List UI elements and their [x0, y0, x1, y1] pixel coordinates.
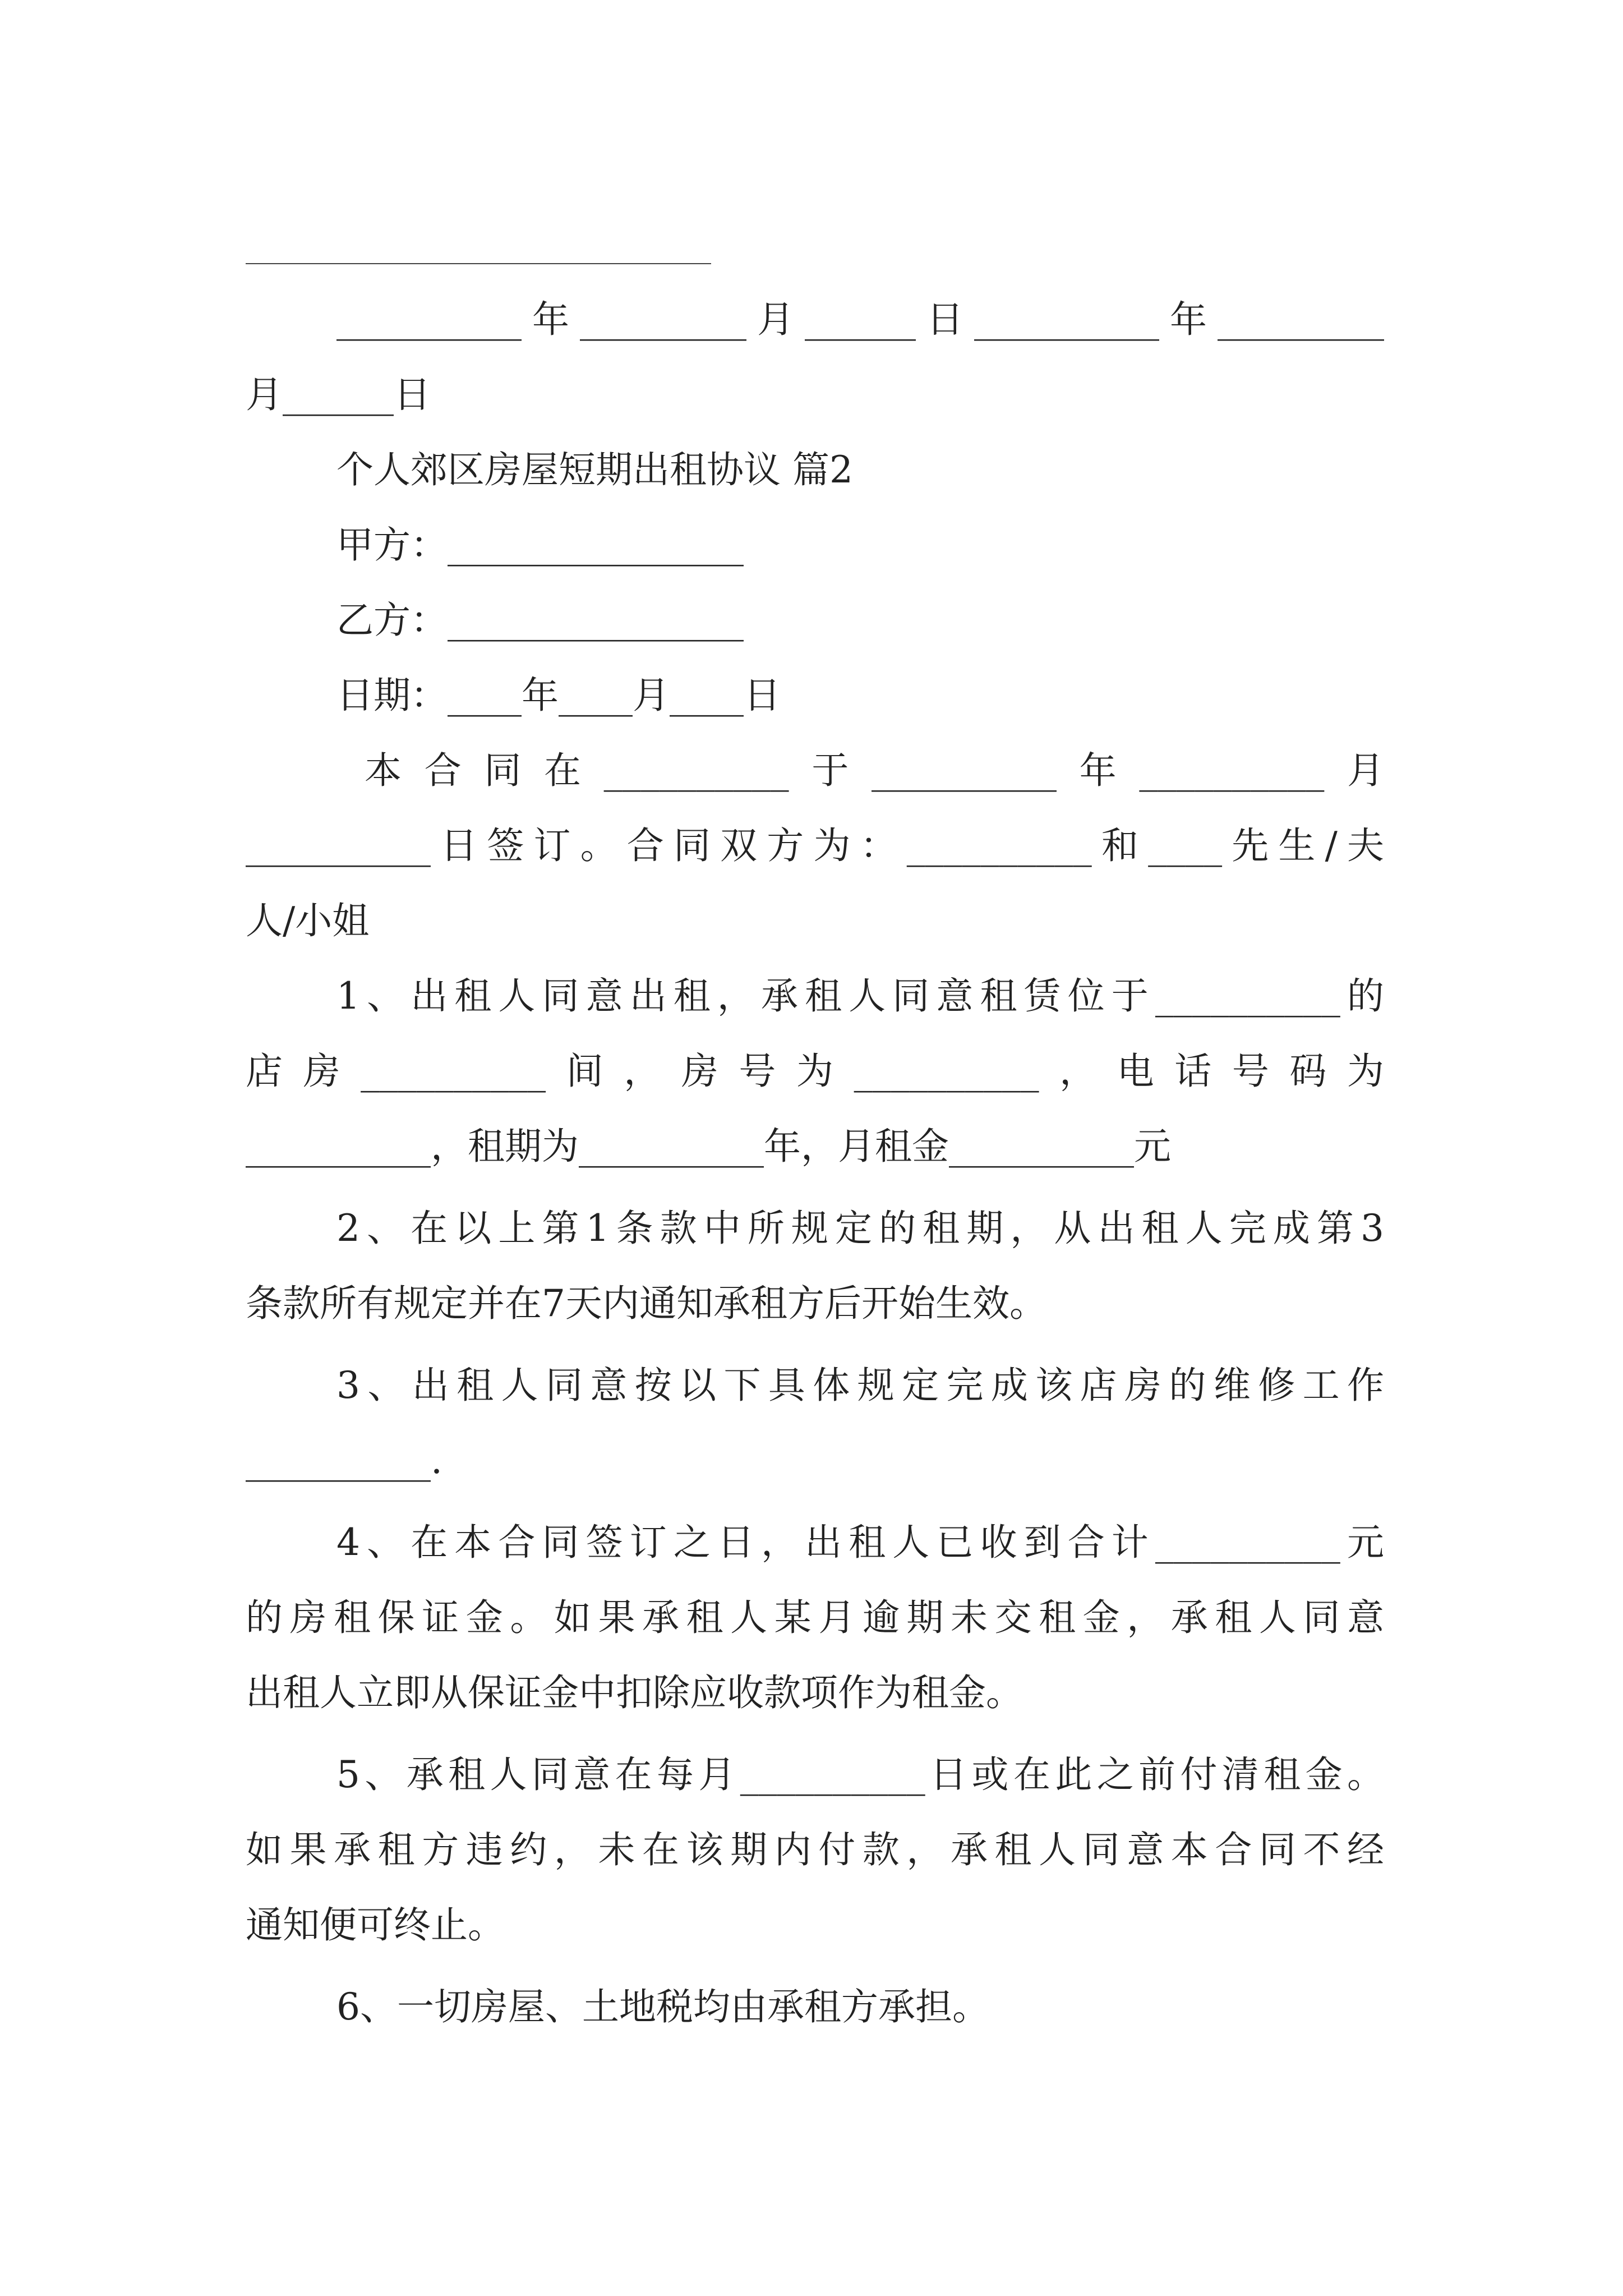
- clause-5-line-2: 如果承租方违约，未在该期内付款，承租人同意本合同不经: [246, 1828, 1384, 1871]
- clause-5-line-1: 5、承租人同意在每月__________日或在此之前付清租金。: [336, 1753, 1384, 1796]
- intro-line-2: __________日签订。合同双方为：__________和____先生/夫: [246, 824, 1384, 867]
- intro-line-1: 本合同在__________于__________年__________月: [365, 749, 1384, 792]
- clause-4-line-1: 4、在本合同签订之日，出租人已收到合计__________元: [336, 1521, 1384, 1564]
- date-field: 日期：____年____月____日: [336, 674, 781, 717]
- party-b-field: 乙方：________________: [336, 599, 744, 642]
- clause-4-line-2: 的房租保证金。如果承租人某月逾期未交租金，承租人同意: [246, 1596, 1384, 1639]
- clause-3-line-1: 3、出租人同意按以下具体规定完成该店房的维修工作: [336, 1364, 1384, 1407]
- document-title: 个人郊区房屋短期出租协议 篇2: [336, 448, 853, 491]
- clause-1-line-3: __________，租期为__________年，月租金__________元: [246, 1125, 1171, 1168]
- clause-5-line-3: 通知便可终止。: [246, 1903, 505, 1947]
- party-a-field: 甲方：________________: [336, 523, 744, 567]
- intro-line-3: 人/小姐: [246, 899, 370, 942]
- clause-1-line-1: 1、出租人同意出租，承租人同意租赁位于__________的: [336, 974, 1384, 1018]
- date-line-2: 月______日: [246, 373, 431, 416]
- clause-1-line-2: 店房__________间，房号为__________，电话号码为: [246, 1050, 1384, 1093]
- clause-4-line-3: 出租人立即从保证金中扣除应收款项作为租金。: [246, 1671, 1023, 1714]
- clause-3-line-2: __________.: [246, 1439, 442, 1482]
- date-line-1: __________年_________月______日__________年_________: [336, 298, 1384, 341]
- clause-2-line-1: 2、在以上第1条款中所规定的租期，从出租人完成第3: [336, 1207, 1384, 1250]
- top-signature-rule: [246, 263, 711, 264]
- clause-6-line-1: 6、一切房屋、土地税均由承租方承担。: [336, 1985, 989, 2028]
- clause-2-line-2: 条款所有规定并在7天内通知承租方后开始生效。: [246, 1282, 1046, 1325]
